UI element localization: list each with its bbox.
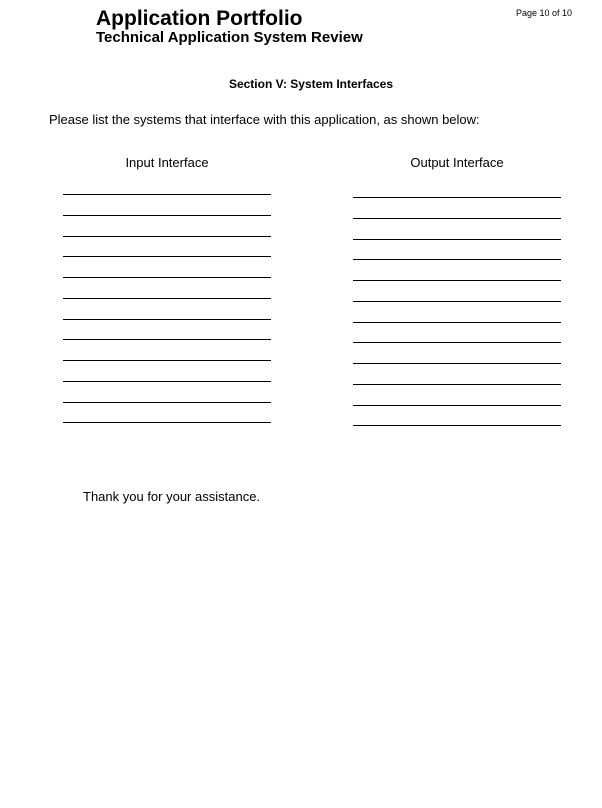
section-heading: Section V: System Interfaces <box>228 77 394 91</box>
input-interface-blank-line[interactable] <box>63 422 271 423</box>
instructions-text: Please list the systems that interface with this application, as shown below: <box>49 112 480 127</box>
document-title: Application Portfolio <box>96 7 303 30</box>
output-interface-blank-line[interactable] <box>353 322 561 323</box>
output-interface-blank-line[interactable] <box>353 342 561 343</box>
input-interface-blank-line[interactable] <box>63 194 271 195</box>
output-interface-blank-line[interactable] <box>353 363 561 364</box>
input-interface-blank-line[interactable] <box>63 360 271 361</box>
output-interface-blank-line[interactable] <box>353 259 561 260</box>
input-interface-heading: Input Interface <box>125 155 209 170</box>
input-interface-blank-line[interactable] <box>63 402 271 403</box>
input-interface-blank-line[interactable] <box>63 277 271 278</box>
output-interface-blank-line[interactable] <box>353 384 561 385</box>
output-interface-blank-line[interactable] <box>353 239 561 240</box>
page-number: Page 10 of 10 <box>516 8 573 18</box>
document-subtitle: Technical Application System Review <box>96 29 363 46</box>
output-interface-blank-line[interactable] <box>353 301 561 302</box>
output-interface-heading: Output Interface <box>410 155 504 170</box>
output-interface-blank-line[interactable] <box>353 425 561 426</box>
input-interface-blank-line[interactable] <box>63 298 271 299</box>
input-interface-blank-line[interactable] <box>63 236 271 237</box>
input-interface-blank-line[interactable] <box>63 339 271 340</box>
thank-you-text: Thank you for your assistance. <box>83 489 261 504</box>
output-interface-blank-line[interactable] <box>353 197 561 198</box>
input-interface-blank-line[interactable] <box>63 215 271 216</box>
output-interface-blank-line[interactable] <box>353 218 561 219</box>
input-interface-blank-line[interactable] <box>63 256 271 257</box>
input-interface-blank-line[interactable] <box>63 381 271 382</box>
output-interface-blank-line[interactable] <box>353 405 561 406</box>
input-interface-blank-line[interactable] <box>63 319 271 320</box>
output-interface-blank-line[interactable] <box>353 280 561 281</box>
